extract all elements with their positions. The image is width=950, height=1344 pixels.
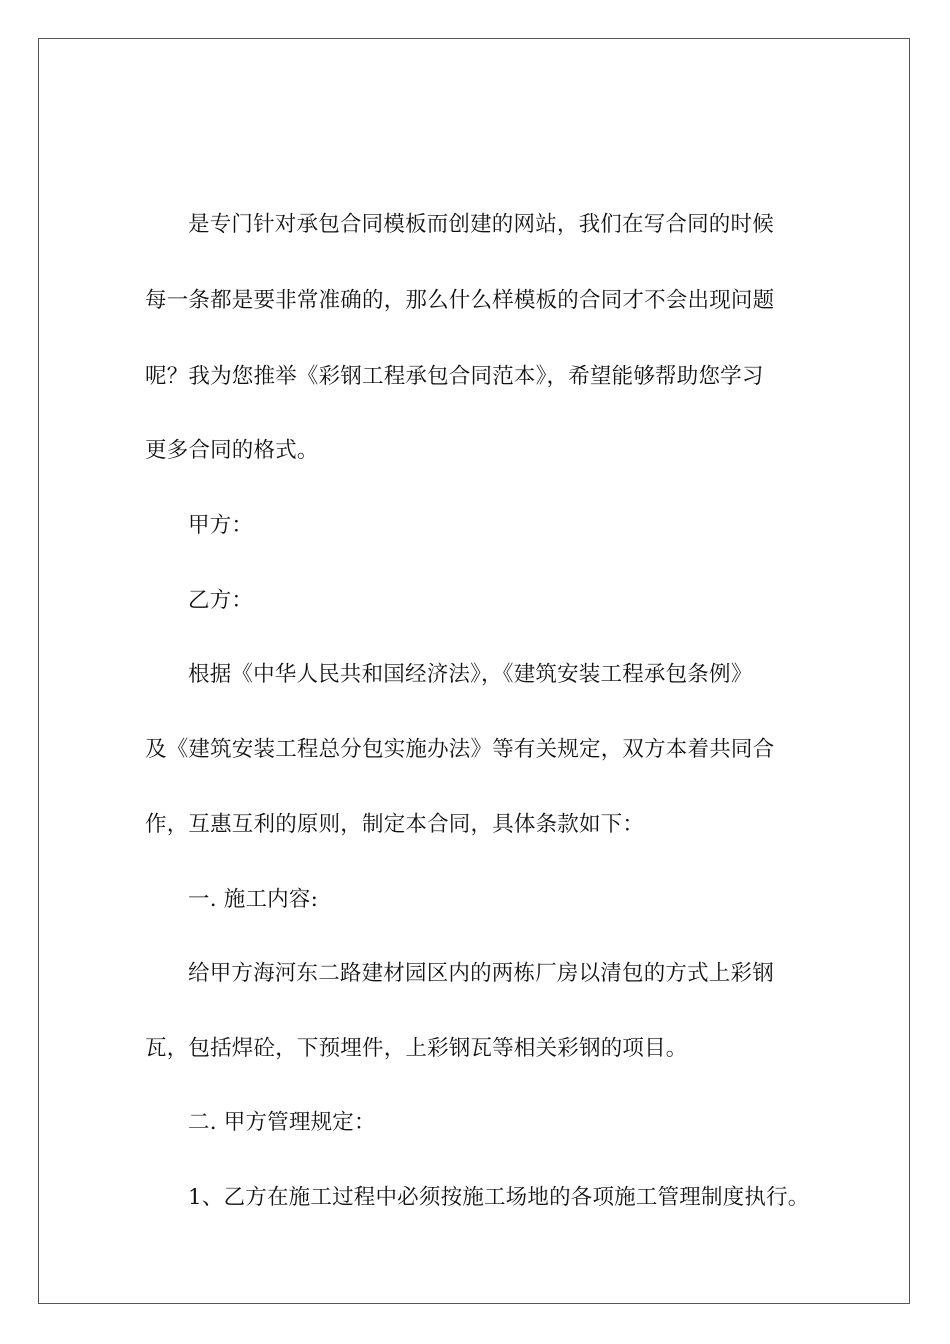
basis-line-2: 及《建筑安装工程总分包实施办法》等有关规定，双方本着共同合 xyxy=(145,737,775,762)
section-2-heading: 二. 甲方管理规定： xyxy=(188,1110,376,1135)
section-2-item-1: 1、乙方在施工过程中必须按施工场地的各项施工管理制度执行。 xyxy=(188,1185,810,1210)
party-b-label: 乙方： xyxy=(188,588,254,613)
intro-line-4: 更多合同的格式。 xyxy=(145,438,319,463)
basis-line-1: 根据《中华人民共和国经济法》，《建筑安装工程承包条例》 xyxy=(188,662,753,687)
section-1-line-2: 瓦，包括焊砼，下预埋件，上彩钢瓦等相关彩钢的项目。 xyxy=(145,1036,688,1061)
party-a-label: 甲方： xyxy=(188,513,254,538)
intro-line-3: 呢？我为您推举《彩钢工程承包合同范本》，希望能够帮助您学习 xyxy=(145,364,764,389)
section-1-line-1: 给甲方海河东二路建材园区内的两栋厂房以清包的方式上彩钢 xyxy=(188,961,774,986)
section-1-heading: 一. 施工内容: xyxy=(188,887,319,912)
intro-line-2: 每一条都是要非常准确的，那么什么样模板的合同才不会出现问题 xyxy=(145,288,775,313)
basis-line-3: 作，互惠互利的原则，制定本合同，具体条款如下： xyxy=(145,812,645,837)
intro-line-1: 是专门针对承包合同模板而创建的网站，我们在写合同的时候 xyxy=(188,212,774,237)
